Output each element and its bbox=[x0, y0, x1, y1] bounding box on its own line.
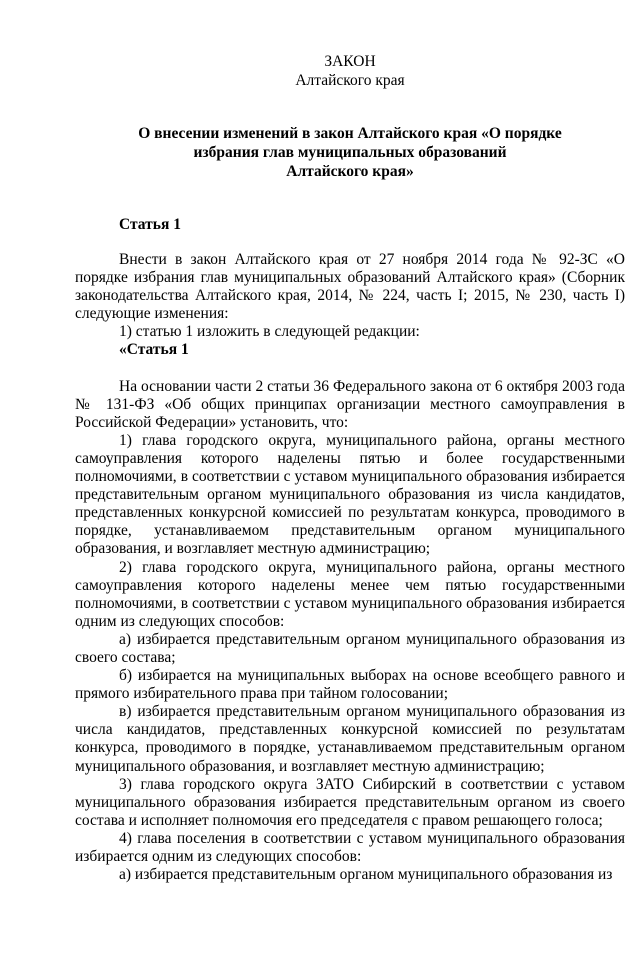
paragraph: 1) глава городского округа, муниципального района, органы местного самоуправления которого наделены пятью и более государственными полномочиями, в соответствии с уставом муниципального образования избирается представительным органом муниципального образования из числа кандидатов, представленных конкурсной комиссией по результатам конкурса, проводимого в порядке, устанавливаемом представительным органом муниципального образования, и возглавляет местную администрацию; bbox=[75, 431, 625, 558]
law-label: ЗАКОН bbox=[324, 53, 376, 70]
law-title-line-3: Алтайского края» bbox=[286, 163, 414, 180]
paragraph: а) избирается представительным органом муниципального образования из bbox=[119, 866, 613, 884]
paragraph: Внести в закон Алтайского края от 27 ноября 2014 года № 92-ЗС «О порядке избрания глав муниципальных образований Алтайского края» (Сборник законодательства Алтайского края, 2014, № 224, часть I; 2015, № 230, часть I) следующие изменения: bbox=[75, 251, 625, 323]
paragraph: а) избирается представительным органом муниципального образования из своего состава; bbox=[75, 630, 625, 666]
document-page bbox=[0, 52, 640, 957]
paragraph: 2) глава городского округа, муниципального района, органы местного самоуправления которого наделены менее чем пятью государственными полномочиями, в соответствии с уставом муниципального образования избирается одним из следующих способов: bbox=[75, 558, 625, 630]
law-header bbox=[75, 52, 625, 90]
paragraph: б) избирается на муниципальных выборах на основе всеобщего равного и прямого избирательного права при тайном голосовании; bbox=[75, 667, 625, 703]
document-body bbox=[75, 251, 625, 884]
paragraph: 4) глава поселения в соответствии с уставом муниципального образования избирается одним из следующих способов: bbox=[75, 829, 625, 865]
quoted-article-heading: «Статья 1 bbox=[119, 341, 189, 359]
law-title bbox=[75, 124, 625, 181]
region-label: Алтайского края bbox=[295, 72, 405, 89]
paragraph: На основании части 2 статьи 36 Федерального закона от 6 октября 2003 года № 131-ФЗ «Об общих принципах организации местного самоуправления в Российской Федерации» установить, что: bbox=[75, 377, 625, 431]
paragraph: в) избирается представительным органом муниципального образования из числа кандидатов, представленных конкурсной комиссией по результатам конкурса, проводимого в порядке, устанавливаемом представительным органом муниципального образования, и возглавляет местную администрацию; bbox=[75, 703, 625, 775]
paragraph: 3) глава городского округа ЗАТО Сибирский в соответствии с уставом муниципального образования избирается представительным органом из своего состава и исполняет полномочия его председателя с правом решающего голоса; bbox=[75, 775, 625, 829]
law-title-line-1: О внесении изменений в закон Алтайского края «О порядке bbox=[138, 125, 562, 142]
paragraph: 1) статью 1 изложить в следующей редакции: bbox=[119, 323, 420, 341]
law-title-line-2: избрания глав муниципальных образований bbox=[193, 144, 507, 161]
article-heading: Статья 1 bbox=[119, 216, 181, 233]
